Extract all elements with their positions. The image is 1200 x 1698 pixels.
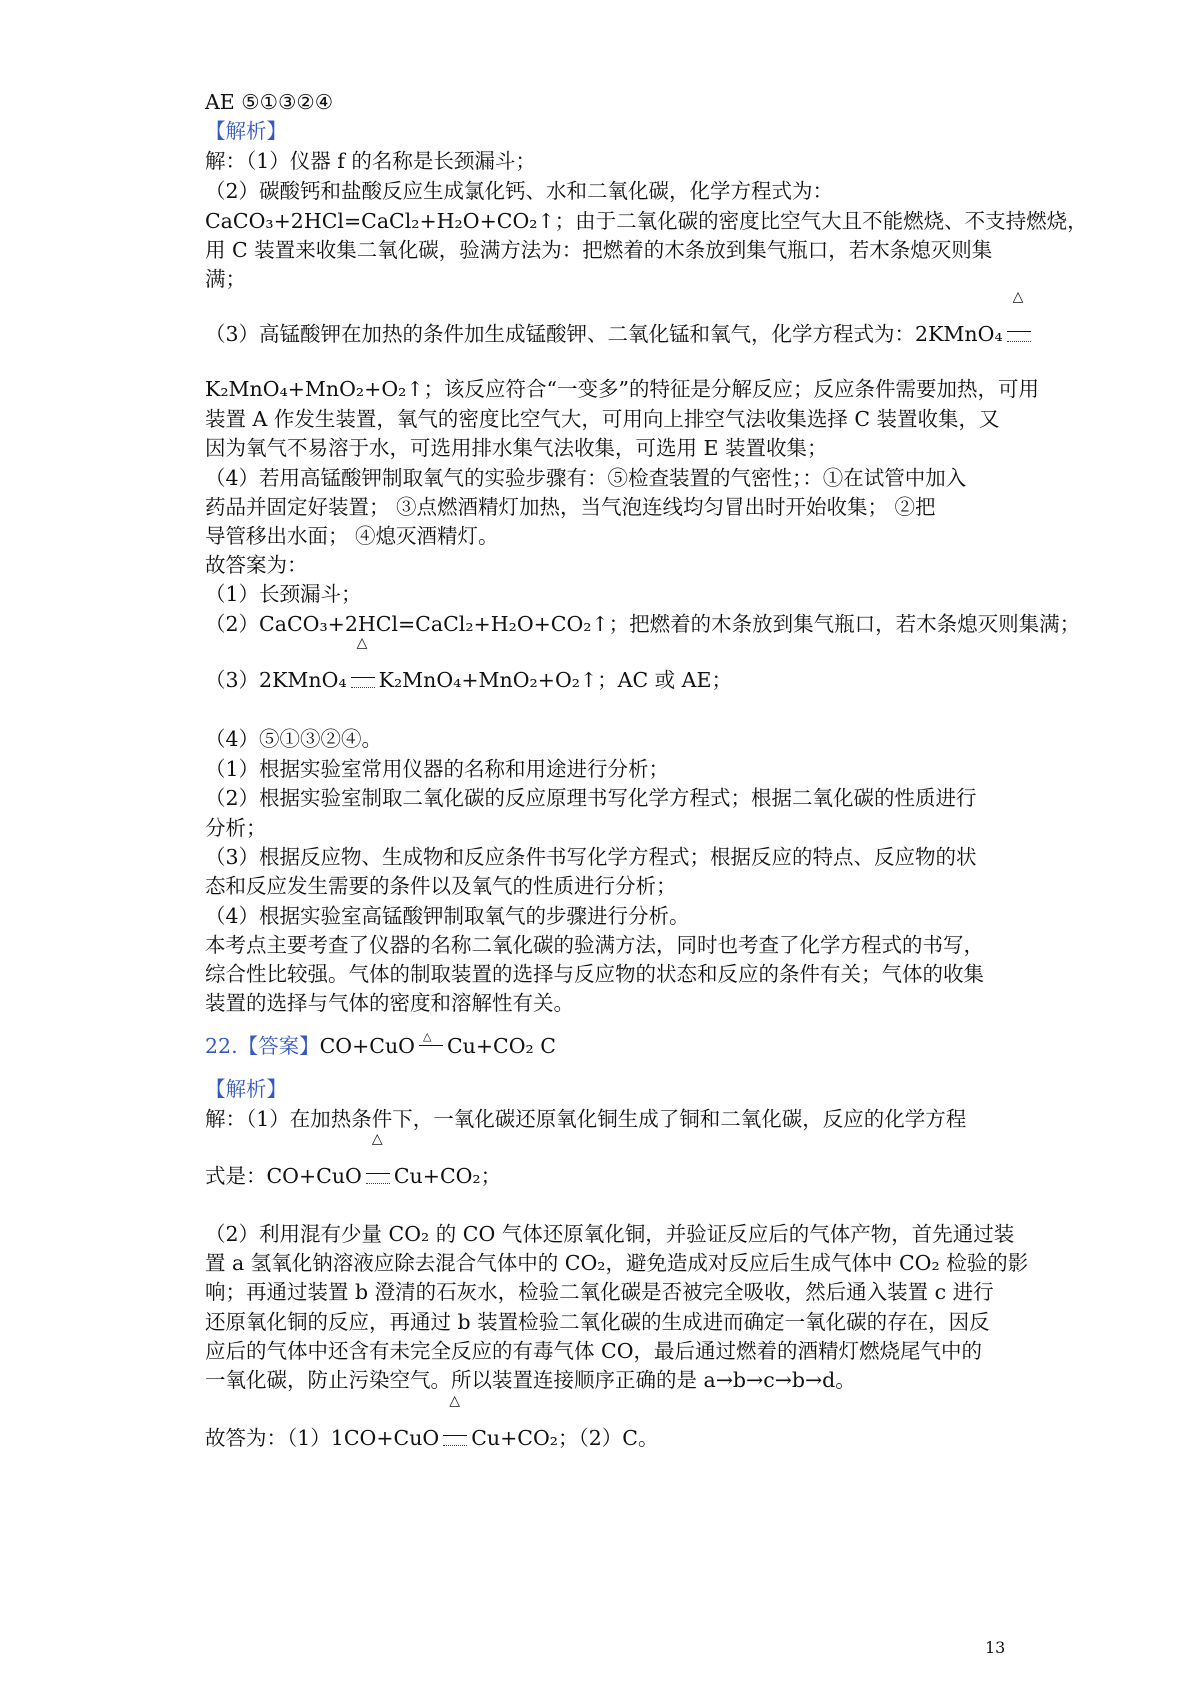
text-segment: 式是：CO+CuO [205,1164,362,1188]
text-line: （1）根据实验室常用仪器的名称和用途进行分析； [205,757,670,781]
text-line: 态和反应发生需要的条件以及氧气的性质进行分析； [205,874,677,898]
text-line: （3）根据反应物、生成物和反应条件书写化学方程式；根据反应的特点、反应物的状 [205,845,977,869]
text-segment: Cu+CO₂； [393,1164,502,1188]
text-segment: K₂MnO₄+MnO₂+O₂↑；AC 或 AE； [378,668,732,692]
heating-condition [419,1030,443,1055]
text-line: （2）碳酸钙和盐酸反应生成氯化钙、水和二氧化碳，化学方程式为： [205,179,834,203]
equation-line [205,1131,1005,1190]
text-line: 解：（1）仪器 f 的名称是长颈漏斗； [205,149,536,173]
text-line: CaCO₃+2HCl=CaCl₂+H₂O+CO₂↑；由于二氧化碳的密度比空气大且不能燃烧、不支持燃烧， [205,209,1088,233]
heating-condition [1007,289,1031,343]
equals-bar [351,677,375,678]
text-line: 置 a 氢氧化钠溶液应除去混合气体中的 CO₂，避免造成对反应后生成气体中 CO₂ 检验的影 [205,1251,1029,1275]
text-line: 还原氧化铜的反应，再通过 b 装置检验二氧化碳的生成进而确定一氧化碳的存在，因反 [205,1310,990,1334]
text-line: （1）长颈漏斗； [205,582,362,606]
text-segment: Cu+CO₂；（2）C。 [471,1426,659,1450]
text-segment: （3）2KMnO₄ [205,668,347,692]
text-line: 本考点主要考查了仪器的名称二氧化碳的验满方法，同时也考查了化学方程式的书写， [205,933,984,957]
text-line: （4）若用高锰酸钾制取氧气的实验步骤有：⑤检查装置的气密性；：①在试管中加入 [205,466,967,490]
text-line: 装置 A 作发生装置，氧气的密度比空气大，可用向上排空气法收集选择 C 装置收集，又 [205,407,1000,431]
equation-line [205,289,1024,348]
heat-symbol: △ [422,1030,432,1043]
equals-bar [1007,341,1031,342]
analysis-heading: 【解析】 [205,119,287,143]
text-line: 综合性比较强。气体的制取装置的选择与反应物的状态和反应的条件有关；气体的收集 [205,962,984,986]
equals-bar [419,1045,443,1046]
answer-label: 22.【答案】 [205,1034,320,1058]
text-line: （2）利用混有少量 CO₂ 的 CO 气体还原氧化铜，并验证反应后的气体产物，首先通过装 [205,1222,1015,1246]
text-line: （2）CaCO₃+2HCl=CaCl₂+H₂O+CO₂↑；把燃着的木条放到集气瓶口，若木条熄灭则集满； [205,612,1081,636]
text-segment: Cu+CO₂ C [446,1034,556,1058]
heating-condition [351,635,375,689]
heating-condition [366,1131,390,1185]
text-line: 解：（1）在加热条件下，一氧化碳还原氧化铜生成了铜和二氧化碳，反应的化学方程 [205,1107,967,1131]
equals-bar [351,687,375,688]
heat-symbol: △ [449,1393,460,1409]
analysis-heading: 【解析】 [205,1077,287,1101]
equals-bar [366,1173,390,1174]
text-line: （2）根据实验室制取二氧化碳的反应原理书写化学方程式；根据二氧化碳的性质进行 [205,786,977,810]
text-segment: （3）高锰酸钾在加热的条件加生成锰酸钾、二氧化锰和氧气，化学方程式为：2KMnO₄ [205,322,1003,346]
text-line: 响；再通过装置 b 澄清的石灰水，检验二氧化碳是否被完全吸收，然后通入装置 c 进行 [205,1280,994,1304]
equation-line [205,635,1005,694]
text-line: 分析； [205,816,267,840]
answer-line [205,1032,1005,1060]
equals-bar [443,1445,467,1446]
text-line: 装置的选择与气体的密度和溶解性有关。 [205,991,574,1015]
text-line: 满； [205,267,246,291]
text-line: 故答案为： [205,553,308,577]
text-line: 用 C 装置来收集二氧化碳，验满方法为：把燃着的木条放到集气瓶口，若木条熄灭则集 [205,238,993,262]
text-line: 应后的气体中还含有未完全反应的有毒气体 CO，最后通过燃着的酒精灯燃烧尾气中的 [205,1339,983,1363]
text-line: （4）根据实验室高锰酸钾制取氧气的步骤进行分析。 [205,904,690,928]
equals-bar [1007,331,1031,332]
equals-bar [443,1435,467,1436]
heat-symbol: △ [356,635,368,651]
text-line: AE ⑤①③②④ [205,90,334,114]
text-line: 药品并固定好装置； ③点燃酒精灯加热，当气泡连线均匀冒出时开始收集； ②把 [205,495,936,519]
text-segment: CO+CuO [319,1034,415,1058]
heating-condition [443,1393,467,1447]
text-line: （4）⑤①③②④。 [205,727,383,751]
equation-line [205,1393,1005,1452]
text-line: 因为氧气不易溶于水，可选用排水集气法收集，可选用 E 装置收集； [205,436,828,460]
text-line: 导管移出水面； ④熄灭酒精灯。 [205,524,499,548]
text-line: 一氧化碳，防止污染空气。所以装置连接顺序正确的是 a→b→c→b→d。 [205,1368,856,1392]
text-segment: 故答为：（1）1CO+CuO [205,1426,440,1450]
heat-symbol: △ [1012,289,1024,305]
text-line: K₂MnO₄+MnO₂+O₂↑；该反应符合“一变多”的特征是分解反应；反应条件需要加热，可用 [205,377,1039,401]
equals-bar [366,1183,390,1184]
heat-symbol: △ [371,1131,383,1147]
page-number: 13 [985,1638,1006,1657]
